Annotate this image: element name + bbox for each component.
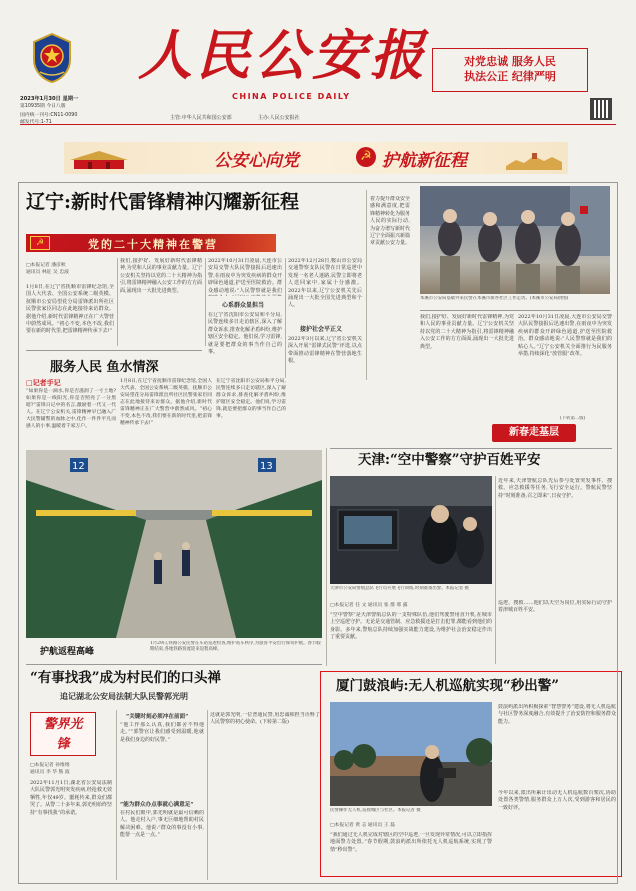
xiamen-text3: 今年以来,派出所累计出动无人机巡航数百架次,协助处置各类警情,服务群众上万人次,受到游客和居民的一致好评。: [498, 790, 616, 811]
newspaper-title-en: CHINA POLICE DAILY: [232, 92, 351, 101]
lead-bylines: □本报记者 潘彦秋 通讯员 林征 吴 忠波: [26, 263, 69, 275]
party-emblem-icon: ☭: [356, 147, 376, 167]
xiamen-text2: 鼓浪屿派出所积极探索“智慧警务”建设,将无人机巡航与社区警务深度融合,有效提升了治安防控和服务群众能力。: [498, 704, 616, 725]
hero-logo: [30, 712, 96, 756]
tianjin-text-right-2: 巡逻、搜救……他们以天空为岗位,用实际行动守护着津城百姓平安。: [498, 600, 612, 614]
lower-left-headline: “有事找我”成为村民们的口头禅: [30, 670, 222, 686]
lead-col4: 在辽宁省沈阳市公安局和平分局,民警连续多日走访辖区,深入了解群众诉求,排查化解矛盾纠纷,维护辖区安全稳定。他们说,学习雷锋,就是要把群众的事当作自己的事。: [208, 312, 282, 356]
lead-note: (下转第二版): [560, 416, 586, 421]
great-wall-icon: [506, 150, 562, 170]
party-banner: [64, 142, 568, 174]
xiamen-photo: [330, 702, 492, 806]
tiananmen-icon: [68, 148, 130, 170]
spring-label-text: 新春走基层: [509, 427, 559, 438]
essay-text-2: 1月8日,在辽宁省抚顺市雷锋纪念馆,全国人大代表、全国公安系统二级英模、抚顺市公安局望花分局雷锋派出所社区民警张家臣同志在此地接待来访群众。据他介绍,新时代雷锋精神正在广大警营中蔚然成风。“初心不变,本色不改,我们要在新的时代里,把雷锋精神传承下去!”: [120, 379, 212, 426]
essay-text: “如果你是一滴水,你是否滋润了一寸土地?如果你是一线阳光,你是否照亮了一分黑暗?”雷锋日记中的名言,激励着一代又一代人。在辽宁公安机关,雷锋精神早已融入广大民警辅警的血脉之中,化作一件件平凡而感人的小事,温暖着千家万户。: [26, 389, 116, 429]
lead-col2: 我们,接护好、发展好新时代雷锋精神,为党和人民的事业贡献力量。辽宁公安机关坚持以党的二十大精神为指引,将雷锋精神融入公安工作的方方面面,涌现出一大批先进典型。: [120, 258, 202, 294]
postal-code: 邮发代号:1-71: [20, 120, 52, 125]
police-emblem-icon: [30, 32, 74, 84]
hero-logo-text: 警界光锋: [43, 717, 83, 752]
lead-col5: 2022年12月28日,鞍山市公安局交通警察支队民警在日常巡逻中发现一名老人迷路,民警立即将老人送回家中,家属十分感激。2022年以来,辽宁公安机关先后涌现出一大批全国先进典型和个人。: [288, 258, 362, 309]
motto-line-2: 执法公正 纪律严明: [464, 70, 556, 83]
party-flag-icon: ☭: [30, 236, 50, 250]
lower-left-col4: 这就是郭光明,一位普通民警,用忠诚和担当诠释了人民警察的初心使命。(下转第二版): [210, 712, 320, 726]
rail-caption-title: 护航返程高峰: [40, 647, 95, 657]
lead-subhead2: 心系群众显担当: [222, 302, 265, 309]
lower-left-col3: 在村民们眼中,郭光明就是最可信赖的人。他走村入户,事无巨细地帮助村民解决困难。他说:“群众的事没有小事,能帮一点是一点。”: [120, 810, 204, 839]
lower-left-quote2: “能为群众办点事就心满意足”: [120, 802, 194, 808]
lead-headline: 辽宁:新时代雷锋精神闪耀新征程: [26, 191, 300, 213]
lead-subhead3: 接护社会平正义: [300, 326, 343, 333]
banner-left-text: 公安心向党: [214, 151, 299, 171]
lead-photo-caption: 本溪市公安局基础外来民警在本溪市街办社区工作走访。(本溪市公安局供图): [420, 296, 569, 301]
xiamen-bylines: □本报记者 黄 志 通讯员 王 磊: [330, 823, 395, 828]
issue-date: 2023年1月30日 星期一: [20, 96, 79, 102]
masthead: [0, 0, 636, 140]
spring-label: [492, 424, 576, 442]
tianjin-bylines: □本报记者 任 文 通讯员 张 群 邢 露: [330, 603, 408, 608]
tianjin-photo-caption: 天津市公安局警航总队飞行员开展飞行训练,时刻准备出警。本报记者 摄: [330, 586, 469, 591]
tianjin-text: “空中警察”是天津警航总队的一支特殊队伍,他们驾驶警用直升机,在城市上空巡逻守护。无论是交通管制、应急救援还是打击犯罪,都能看到他们的身影。多年来,警航总队持续加强实战能力建设,为维护社会治安稳定作出了重要贡献。: [330, 612, 492, 641]
lower-left-col2: “他工作那么认真,我们都舍不得他走。”“郭警官让我们感受到温暖,他就是我们身边的好民警。”: [120, 722, 204, 743]
tianjin-text-right: 近年来,天津警航总队先后参与处置突发事件、搜救、应急救援等任务,飞行安全运行。警航民警坚持“时刻准备,召之即来”,日夜守护。: [498, 478, 612, 499]
motto-line-1: 对党忠诚 服务人民: [464, 55, 556, 68]
xiamen-photo-caption: 民警操作无人机,巡视城区与社区。本报记者 摄: [330, 808, 421, 813]
issue-number: 第10935期 今日八版: [20, 104, 66, 109]
lower-left-col1: 2022年11月1日,湖北省公安局法制大队民警郭光明突发疾病,经抢救无效牺牲,年仅49岁。噩耗传来,群众们都哭了。从警二十多年来,郭光明始终坚持“有事找我”的承诺。: [30, 780, 112, 816]
newspaper-title: 人民公安报: [138, 23, 428, 87]
lead-col-right1: 我们,接护好、发展好新时代雷锋精神,为党和人民的事业贡献力量。辽宁公安机关坚持以党的二十大精神为指引,将雷锋精神融入公安工作的方方面面,涌现出一大批先进典型。: [420, 314, 514, 350]
rail-photo: [26, 450, 322, 638]
rail-caption: 1月29日,铁路公安民警在车站巡逻检查,维护站车秩序,为旅客平安出行保驾护航。春节假期结束,各地铁路客流迎来返程高峰。: [150, 641, 321, 652]
lead-col6: 2022年3月以来,辽宁省公安机关深入开展“雷锋式民警”评选,以点带面推动雷锋精神在警营落地生根。: [288, 336, 362, 365]
sponsor-line: 主管:中华人民共和国公安部: [170, 115, 232, 121]
svg-text:13: 13: [260, 461, 273, 472]
lead-tag-bar: [26, 234, 276, 252]
svg-text:12: 12: [72, 461, 85, 472]
lead-col-right2: 2022年10月31日凌晨,大连市公安局交警大队民警接报后迅速出警,在雨夜中为突发疾病的群众开辟绿色通道,护送至医院救治。群众感动地说:“人民警察就是我们的贴心人。”辽宁公安机关全面推行为民服务举措,持续深化“放管服”改革。: [518, 314, 612, 358]
lead-col1: 1月8日,在辽宁省抚顺市雷锋纪念馆,全国人大代表、全国公安系统二级英模、抚顺市公安局望花分局雷锋派出所社区民警张家臣同志在此地接待来访群众。据他介绍,新时代雷锋精神正在广大警营中蔚然成风。“初心不变,本色不改,我们要在新的时代里,把雷锋精神传承下去!”: [26, 284, 114, 335]
xiamen-headline: 厦门鼓浪屿:无人机巡航实现“秒出警”: [336, 678, 560, 694]
lower-left-subhead: 追记湖北公安局法制大队民警郭光明: [60, 692, 188, 701]
lead-photo: [420, 186, 610, 294]
lead-tag-text: 党的二十大精神在警营: [88, 238, 218, 251]
lead-col3: 2022年10月31日凌晨,大连市公安局交警大队民警接报后迅速出警,在雨夜中为突发疾病的群众开辟绿色通道,护送至医院救治。群众感动地说:“人民警察就是我们: [208, 258, 282, 294]
lead-subhead1: 服务人民 鱼水情深: [50, 360, 159, 375]
lower-left-quote: “关键时刻必须冲在前面”: [126, 714, 189, 720]
essay-text-3: 在辽宁省沈阳市公安局和平分局,民警连续多日走访辖区,深入了解群众诉求,排查化解矛盾纠纷,维护辖区安全稳定。他们说,学习雷锋,就是要把群众的事当作自己的事。: [216, 379, 286, 419]
tianjin-headline: 天津:“空中警察”守护百姓平安: [358, 452, 541, 468]
banner-right-text: 护航新征程: [382, 151, 467, 171]
qr-code-icon: [590, 98, 612, 120]
motto-box: [432, 48, 588, 92]
lead-col7: 着力提升群众安全感和满意度,把雷锋精神转化为服务人民的实际行动,为奋力谱写新时代辽宁全面振兴新篇章贡献公安力量。: [370, 196, 410, 247]
essay-title: □记者手记: [26, 379, 61, 387]
xiamen-text1: “我们通过无人机完成对辖区的空中巡逻,一旦发现异常情况,可以立即指挥地面警力处置。”春节假期,鼓浪屿派出所依托无人机巡航系统,实现了警情“秒出警”。: [330, 832, 492, 853]
registration-code: 国内统一刊号:CN11-0090: [20, 113, 78, 118]
lower-left-bylines: □本报记者 孙维维 通讯员 李 华 熊 波: [30, 763, 70, 775]
publisher-line: 主办:人民公安报社: [258, 115, 300, 121]
tianjin-photo: [330, 476, 492, 584]
